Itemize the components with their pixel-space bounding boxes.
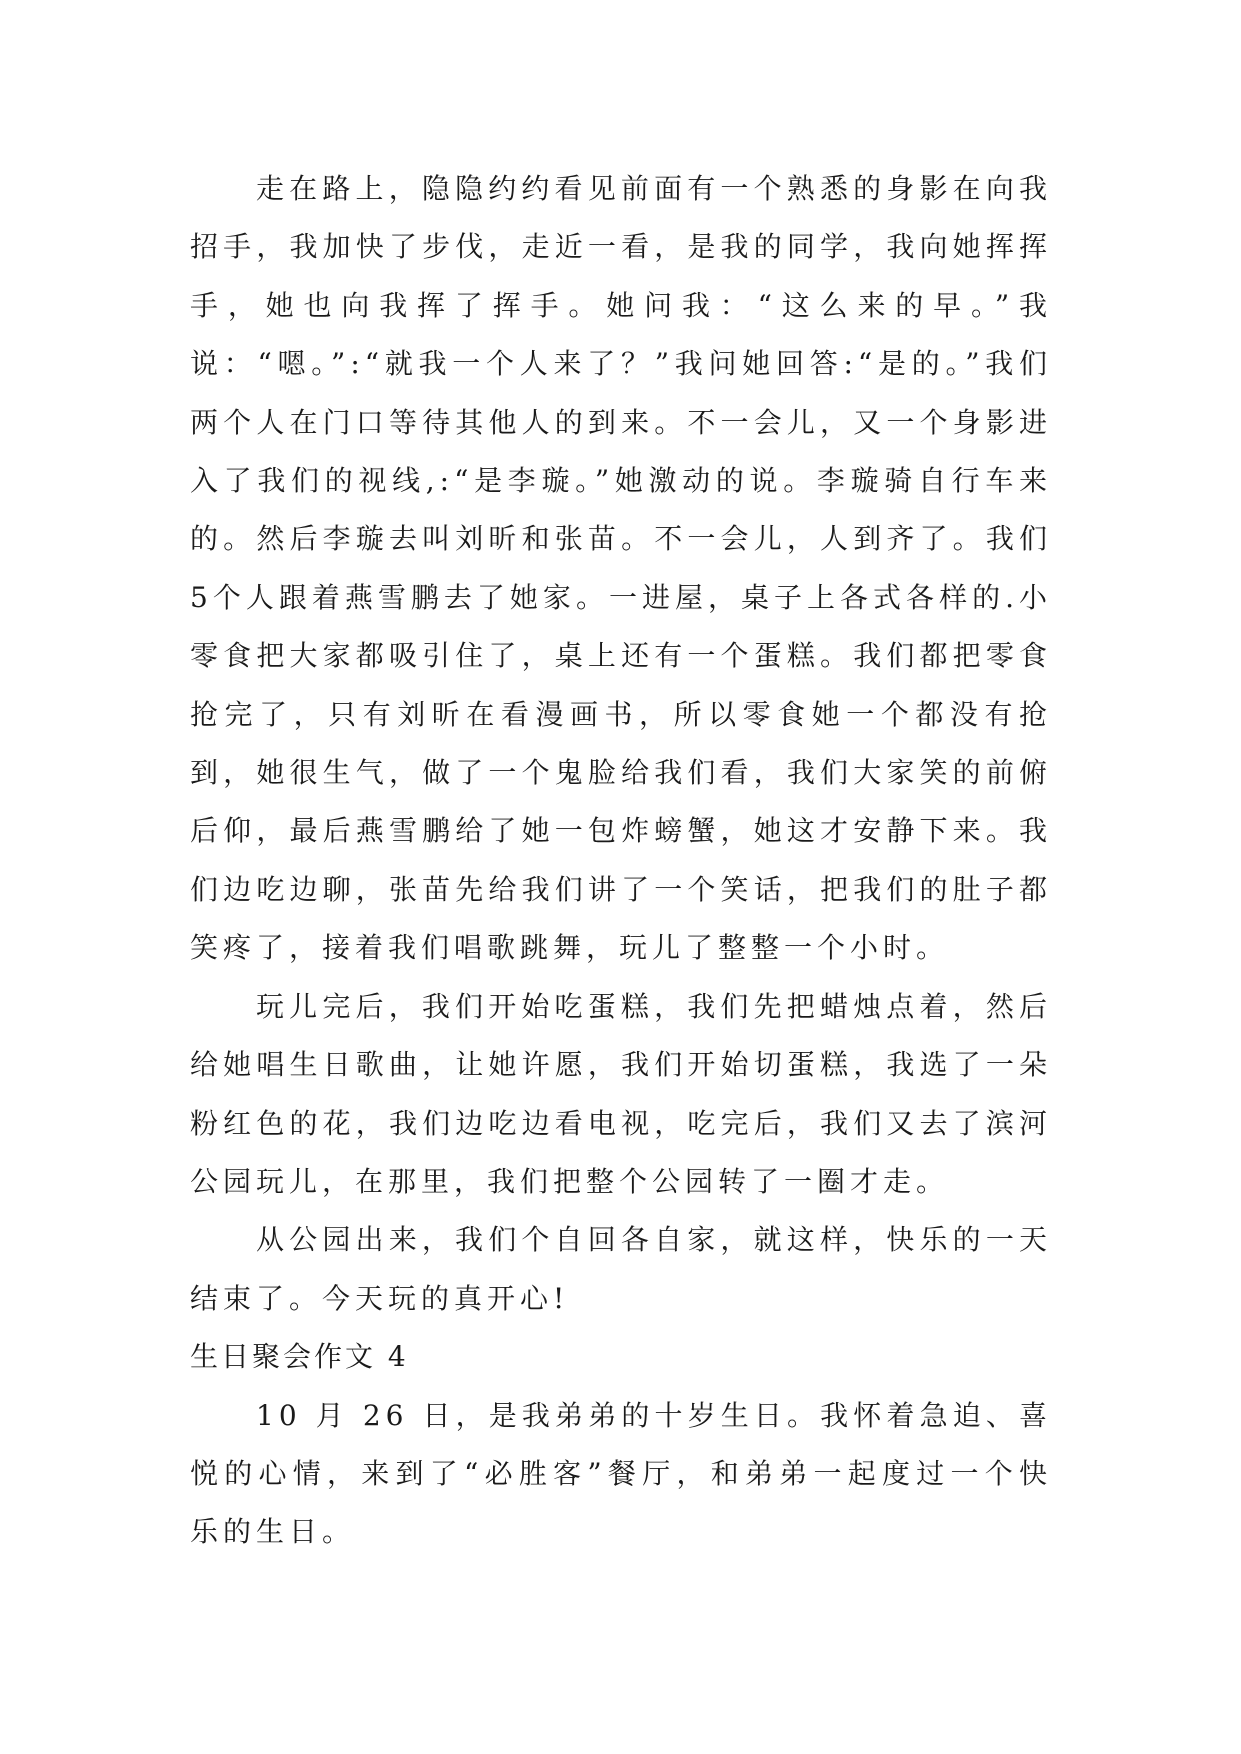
paragraph-1: 走在路上，隐隐约约看见前面有一个熟悉的身影在向我招手，我加快了步伐，走近一看，是我的同学，我向她挥挥手，她也向我挥了挥手。她问我：“这么来的早。”我说：“嗯。”:“就我一个人来了？”我问她回答:“是的。”我们两个人在门口等待其他人的到来。不一会儿，又一个身影进入了我们的视线,:“是李璇。”她激动的说。李璇骑自行车来的。然后李璇去叫刘昕和张苗。不一会儿，人到齐了。我们5个人跟着燕雪鹏去了她家。一进屋，桌子上各式各样的.小零食把大家都吸引住了，桌上还有一个蛋糕。我们都把零食抢完了，只有刘昕在看漫画书，所以零食她一个都没有抢到，她很生气，做了一个鬼脸给我们看，我们大家笑的前俯后仰，最后燕雪鹏给了她一包炸螃蟹，她这才安静下来。我们边吃边聊，张苗先给我们讲了一个笑话，把我们的肚子都笑疼了，接着我们唱歌跳舞，玩儿了整整一个小时。 [190, 172, 1052, 965]
document-body [190, 160, 1052, 1562]
section-heading: 生日聚会作文 4 [190, 1340, 409, 1374]
paragraph-4: 10 月 26 日，是我弟弟的十岁生日。我怀着急迫、喜悦的心情，来到了“必胜客”餐厅，和弟弟一起度过一个快乐的生日。 [190, 1398, 1052, 1549]
paragraph-3: 从公园出来，我们个自回各自家，就这样，快乐的一天结束了。今天玩的真开心! [190, 1223, 1052, 1315]
paragraph-2: 玩儿完后，我们开始吃蛋糕，我们先把蜡烛点着，然后给她唱生日歌曲，让她许愿，我们开始切蛋糕，我选了一朵粉红色的花，我们边吃边看电视，吃完后，我们又去了滨河公园玩儿，在那里，我们把整个公园转了一圈才走。 [190, 989, 1052, 1198]
